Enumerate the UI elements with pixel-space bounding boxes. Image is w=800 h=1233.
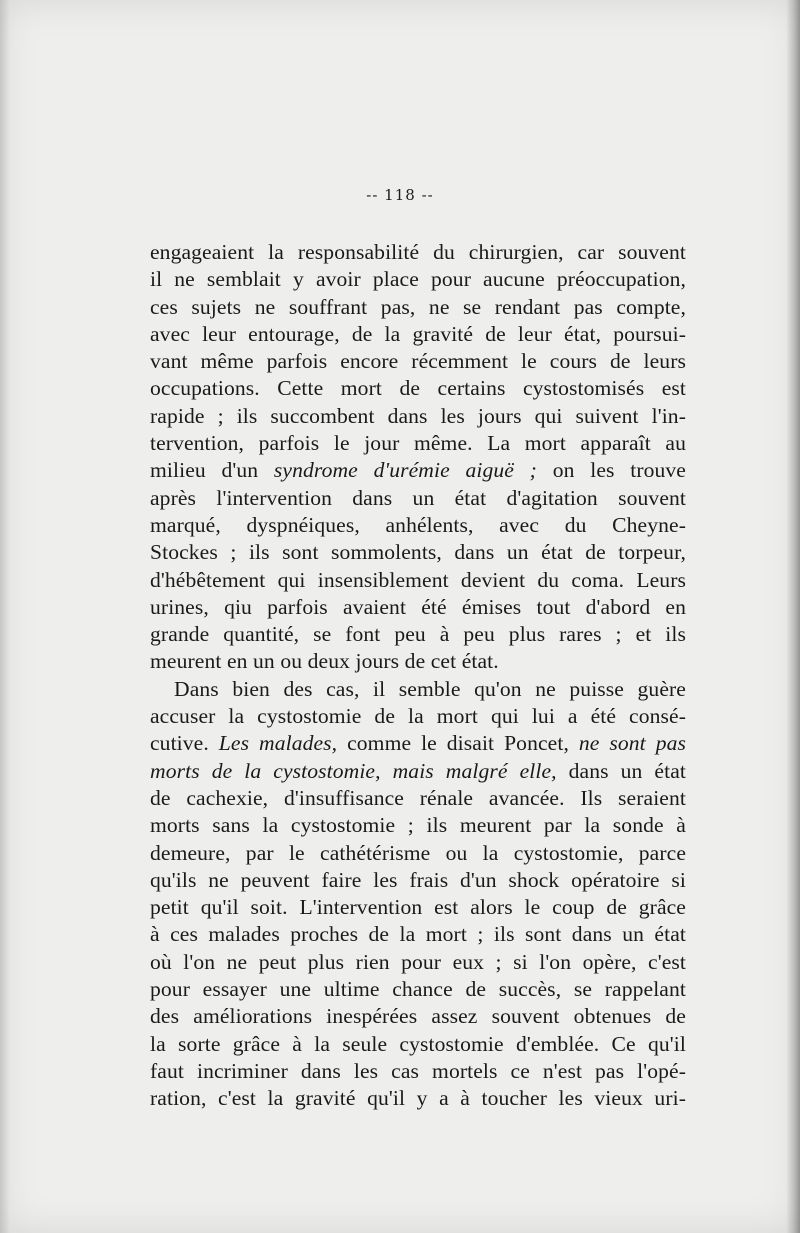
text-line: pour essayer une ultime chance de succès, se rappelant: [150, 977, 686, 1002]
text-line: engageaient la responsabilité du chirurgien, car souvent: [150, 240, 686, 264]
text-run: comme le disait Poncet,: [337, 731, 579, 756]
text-line: rapide ; ils succombent dans les jours qui suivent l'in-: [150, 403, 686, 428]
paragraph-2: [150, 676, 686, 1113]
text-line: où l'on ne peut plus rien pour eux ; si l'on opère, c'est: [150, 949, 686, 974]
text-line: urines, qiu parfois avaient été émises tout d'abord en: [150, 594, 686, 619]
text-line: accuser la cystostomie de la mort qui lui a été consé-: [150, 704, 686, 729]
text-line: à ces malades proches de la mort ; ils sont dans un état: [150, 922, 686, 947]
page-left-shadow: [0, 0, 10, 1233]
text-line: vant même parfois encore récemment le cours de leurs: [150, 349, 686, 374]
text-run: milieu d'un: [150, 458, 274, 483]
text-line: meurent en un ou deux jours de cet état.: [150, 649, 499, 674]
text-run: cutive.: [150, 731, 219, 756]
paragraph-1: [150, 239, 686, 676]
text-line: grande quantité, se font peu à peu plus rares ; et ils: [150, 622, 686, 647]
text-line: Dans bien des cas, il semble qu'on ne puisse guère: [174, 676, 686, 701]
text-run: on les trouve: [536, 458, 686, 483]
body-text: [150, 239, 686, 1113]
page-right-shadow: [786, 0, 800, 1233]
text-line: après l'intervention dans un état d'agitation souvent: [150, 485, 686, 510]
text-run: dans un état: [556, 758, 686, 783]
text-line: il ne semblait y avoir place pour aucune préoccupation,: [150, 267, 686, 292]
text-line: qu'ils ne peuvent faire les frais d'un shock opératoire si: [150, 867, 686, 892]
text-line: tervention, parfois le jour même. La mort apparaît au: [150, 431, 686, 456]
text-line: [150, 758, 686, 785]
text-line: petit qu'il soit. L'intervention est alors le coup de grâce: [150, 895, 686, 920]
text-line: demeure, par le cathétérisme ou la cystostomie, parce: [150, 840, 686, 865]
text-line: la sorte grâce à la seule cystostomie d'emblée. Ce qu'il: [150, 1031, 686, 1056]
italic-text: morts de la cystostomie, mais malgré elle,: [150, 758, 557, 783]
italic-text: ne sont pas: [578, 731, 686, 756]
text-line: faut incriminer dans les cas mortels ce n'est pas l'opé-: [150, 1058, 686, 1083]
text-line: avec leur entourage, de la gravité de leur état, poursui-: [150, 321, 686, 346]
text-line: Stockes ; ils sont sommolents, dans un état de torpeur,: [150, 540, 686, 565]
italic-text: syndrome d'urémie aiguë ;: [273, 458, 537, 483]
text-line: d'hébêtement qui insensiblement devient du coma. Leurs: [150, 567, 686, 592]
text-line: ces sujets ne souffrant pas, ne se rendant pas compte,: [150, 294, 686, 319]
text-line: occupations. Cette mort de certains cystostomisés est: [150, 376, 686, 401]
text-line: morts sans la cystostomie ; ils meurent par la sonde à: [150, 813, 686, 838]
italic-text: Les malades,: [218, 731, 338, 756]
page-number: -- 118 --: [366, 186, 434, 204]
text-line: ration, c'est la gravité qu'il y a à toucher les vieux uri-: [150, 1086, 686, 1111]
text-line: [150, 730, 686, 757]
text-line: de cachexie, d'insuffisance rénale avancée. Ils seraient: [150, 785, 686, 810]
text-line: des améliorations inespérées assez souvent obtenues de: [150, 1004, 686, 1029]
text-line: marqué, dyspnéiques, anhélents, avec du Cheyne-: [150, 512, 686, 537]
text-line: [150, 457, 686, 484]
